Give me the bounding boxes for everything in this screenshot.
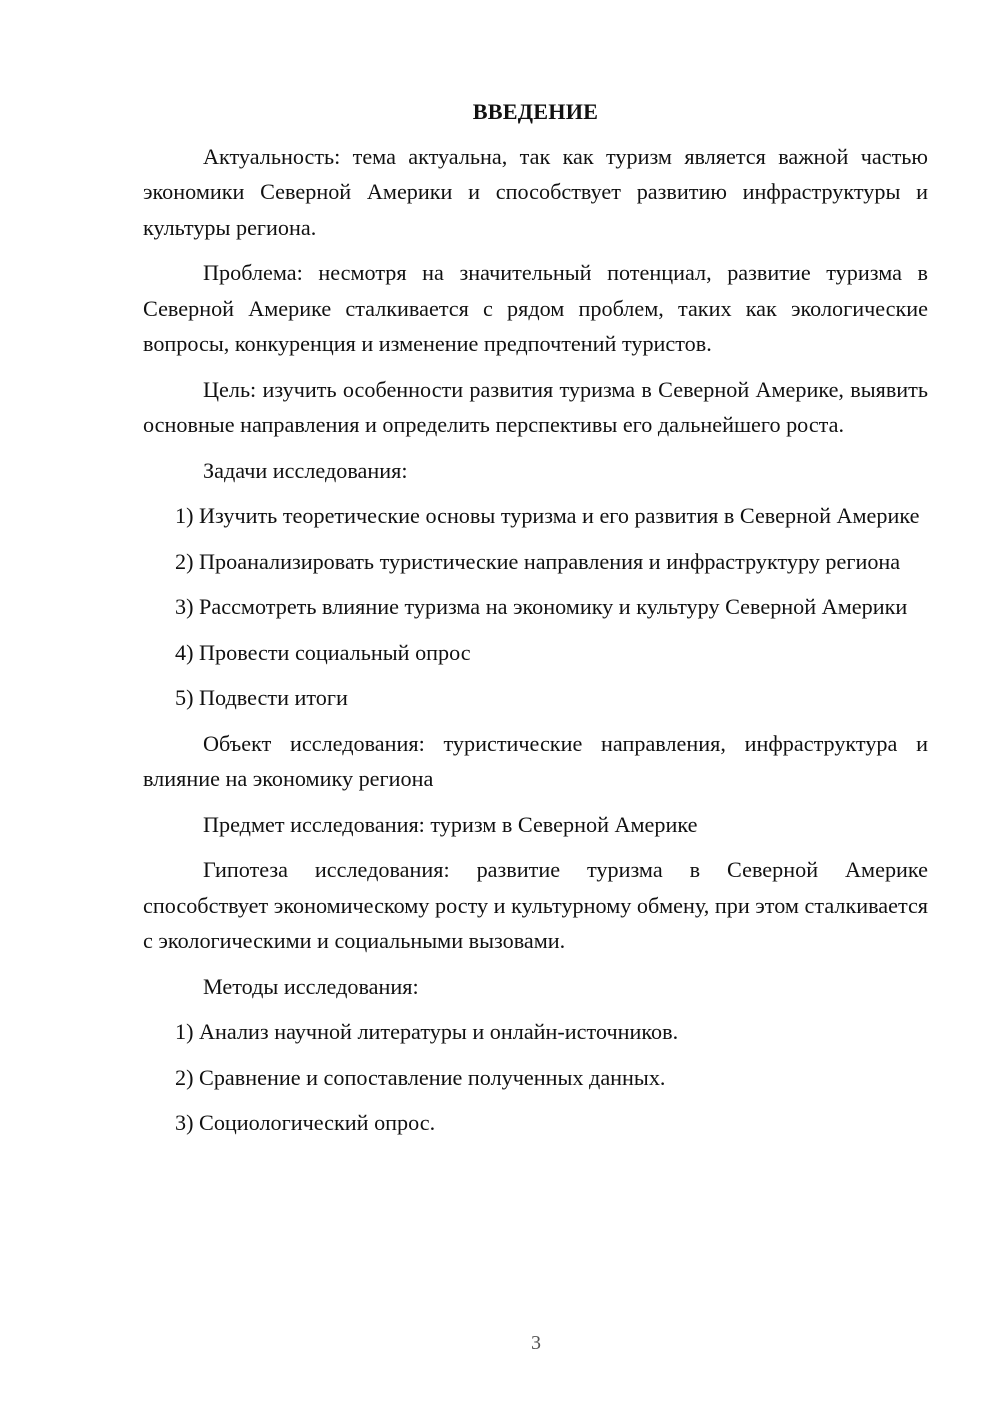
relevance-paragraph: Актуальность: тема актуальна, так как туризм является важной частью экономики Северной Америки и способствует развитию инфраструктуры и культуры региона.: [143, 143, 928, 240]
method-item-1: 1) Анализ научной литературы и онлайн-источников.: [175, 1019, 679, 1044]
method-item-3: 3) Социологический опрос.: [175, 1110, 436, 1135]
subject-paragraph: Предмет исследования: туризм в Северной Америке: [203, 811, 698, 837]
hypothesis-paragraph: Гипотеза исследования: развитие туризма в Северной Америке способствует экономическому росту и культурному обмену, при этом сталкивается с экологическими и социальными вызовами.: [143, 857, 928, 953]
task-item-2: 2) Проанализировать туристические направления и инфраструктуру региона: [175, 548, 901, 574]
goal-paragraph: Цель: изучить особенности развития туризма в Северной Америке, выявить основные направления и определить перспективы его дальнейшего роста.: [143, 376, 928, 437]
page-title: ВВЕДЕНИЕ: [472, 99, 599, 124]
task-item-5: 5) Подвести итоги: [175, 685, 348, 710]
task-item-4: 4) Провести социальный опрос: [175, 639, 471, 665]
page-number: 3: [531, 1332, 541, 1354]
problem-paragraph: Проблема: несмотря на значительный потенциал, развитие туризма в Северной Америке сталкивается с рядом проблем, таких как экологические вопросы, конкуренция и изменение предпочтений туристов.: [143, 260, 928, 356]
object-paragraph: Объект исследования: туристические направления, инфраструктура и влияние на экономику региона: [143, 730, 928, 791]
method-item-2: 2) Сравнение и сопоставление полученных данных.: [175, 1064, 666, 1090]
task-item-1: 1) Изучить теоретические основы туризма и его развития в Северной Америке: [175, 503, 920, 528]
page-content: [143, 94, 928, 1151]
methods-heading: Методы исследования:: [203, 973, 419, 999]
task-item-3: 3) Рассмотреть влияние туризма на экономику и культуру Северной Америки: [175, 594, 908, 619]
tasks-heading: Задачи исследования:: [203, 457, 408, 483]
